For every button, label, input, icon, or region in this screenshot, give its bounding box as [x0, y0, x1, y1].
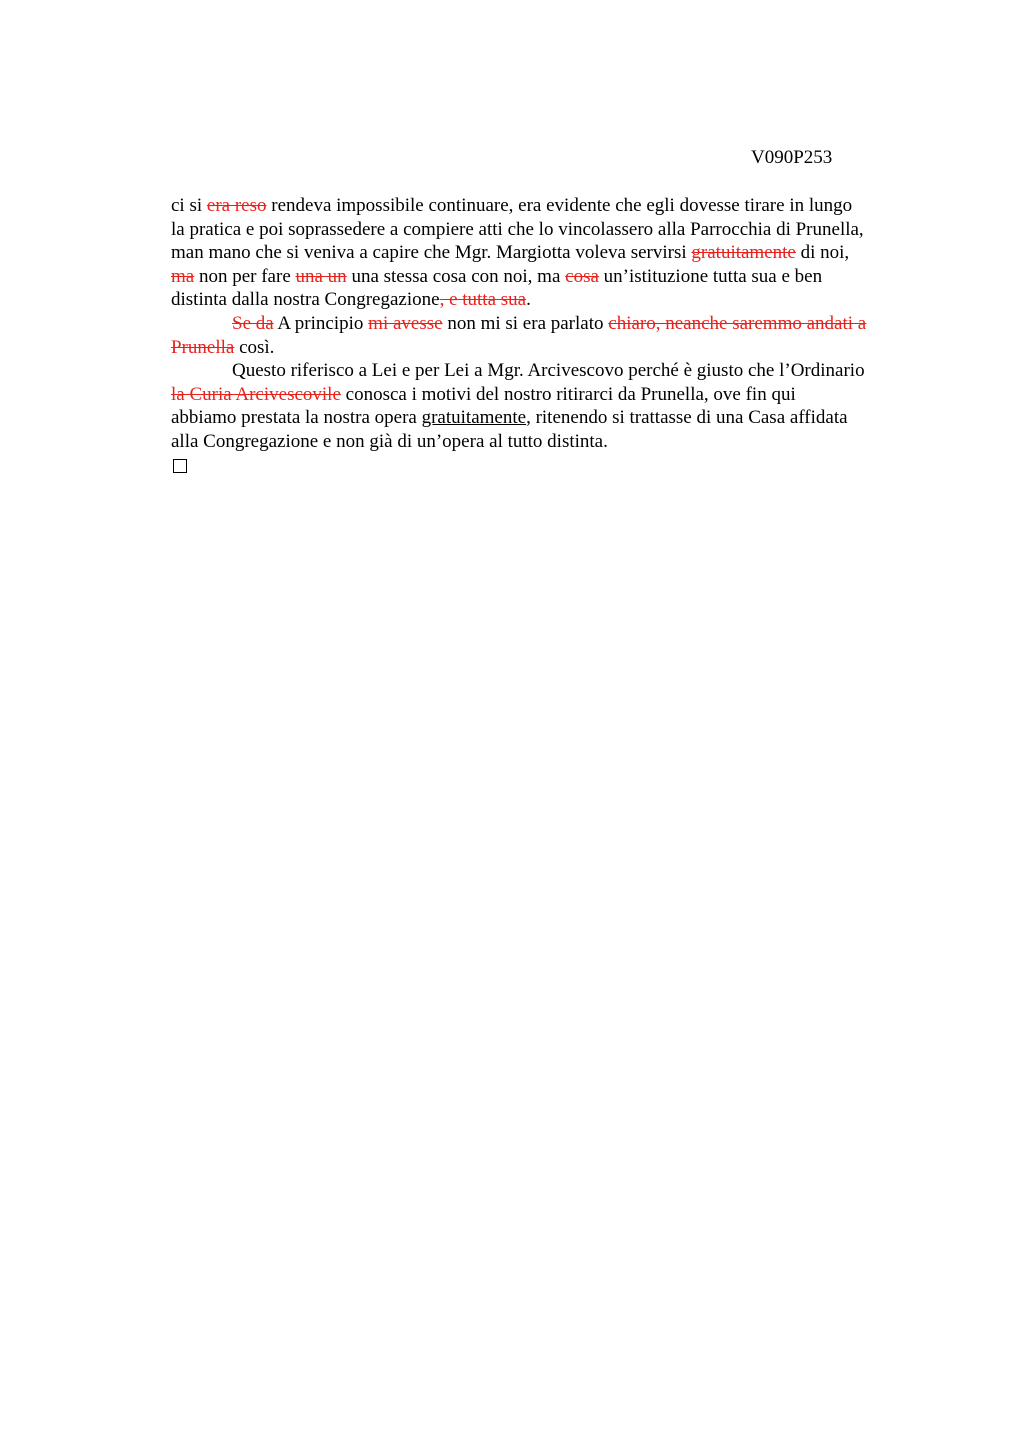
deleted-text: era reso: [206, 195, 267, 216]
text-segment: A principio: [273, 312, 369, 334]
text-line: [171, 406, 941, 430]
deleted-text: una un: [295, 265, 347, 287]
deleted-text: ma: [171, 265, 195, 287]
text-line: [171, 218, 941, 242]
text-segment: la pratica e poi soprassedere a compiere atti che lo vincolassero alla Parrocchia di Prunella,: [171, 218, 864, 240]
text-segment: un’istituzione tutta sua e ben: [598, 265, 823, 287]
text-segment: .: [526, 289, 531, 311]
text-line: [171, 336, 941, 360]
text-segment: così.: [234, 336, 275, 358]
text-segment: Questo riferisco a Lei e per Lei a Mgr. Arcivescovo perché è giusto che l’Ordinario: [232, 360, 865, 382]
text-line: [171, 430, 941, 454]
text-segment: man mano che si veniva a capire che Mgr. Margiotta voleva servirsi: [171, 242, 692, 264]
text-segment: non mi si era parlato: [442, 312, 609, 334]
text-line: [171, 241, 941, 265]
text-line: [171, 265, 941, 289]
deleted-text: cosa: [565, 265, 599, 287]
letter-body: [171, 194, 941, 473]
text-segment: alla Congregazione e non già di un’opera al tutto distinta.: [171, 430, 608, 452]
text-segment: distinta dalla nostra Congregazione: [171, 289, 440, 311]
text-segment: non per fare: [194, 265, 296, 287]
text-segment: rendeva impossibile continuare, era evidente che egli dovesse tirare in lungo: [266, 195, 853, 216]
text-segment: abbiamo prestata la nostra opera: [171, 407, 422, 429]
deleted-text: , e tutta sua: [439, 289, 527, 311]
deleted-text: Se da: [232, 312, 274, 334]
text-line: [171, 312, 941, 336]
deleted-text: la Curia Arcivescovile: [171, 383, 341, 405]
text-segment: una stessa cosa con noi, ma: [346, 265, 566, 287]
text-line: [171, 383, 941, 407]
text-segment: ci si: [171, 195, 207, 216]
text-line: [171, 194, 941, 218]
empty-square-icon: [173, 459, 187, 473]
text-segment: , ritenendo si trattasse di una Casa affidata: [526, 407, 848, 429]
deleted-text: Prunella: [171, 336, 235, 358]
deleted-text: gratuitamente: [691, 242, 796, 264]
underlined-text: gratuitamente: [421, 407, 527, 429]
page-identifier: V090P253: [751, 147, 833, 168]
text-segment: di noi,: [795, 242, 850, 264]
text-line: [171, 288, 941, 312]
deleted-text: chiaro, neanche saremmo andati a: [608, 312, 867, 334]
text-segment: conosca i motivi del nostro ritirarci da Prunella, ove fin qui: [340, 383, 796, 405]
deleted-text: mi avesse: [368, 312, 443, 334]
text-line: [171, 359, 941, 383]
